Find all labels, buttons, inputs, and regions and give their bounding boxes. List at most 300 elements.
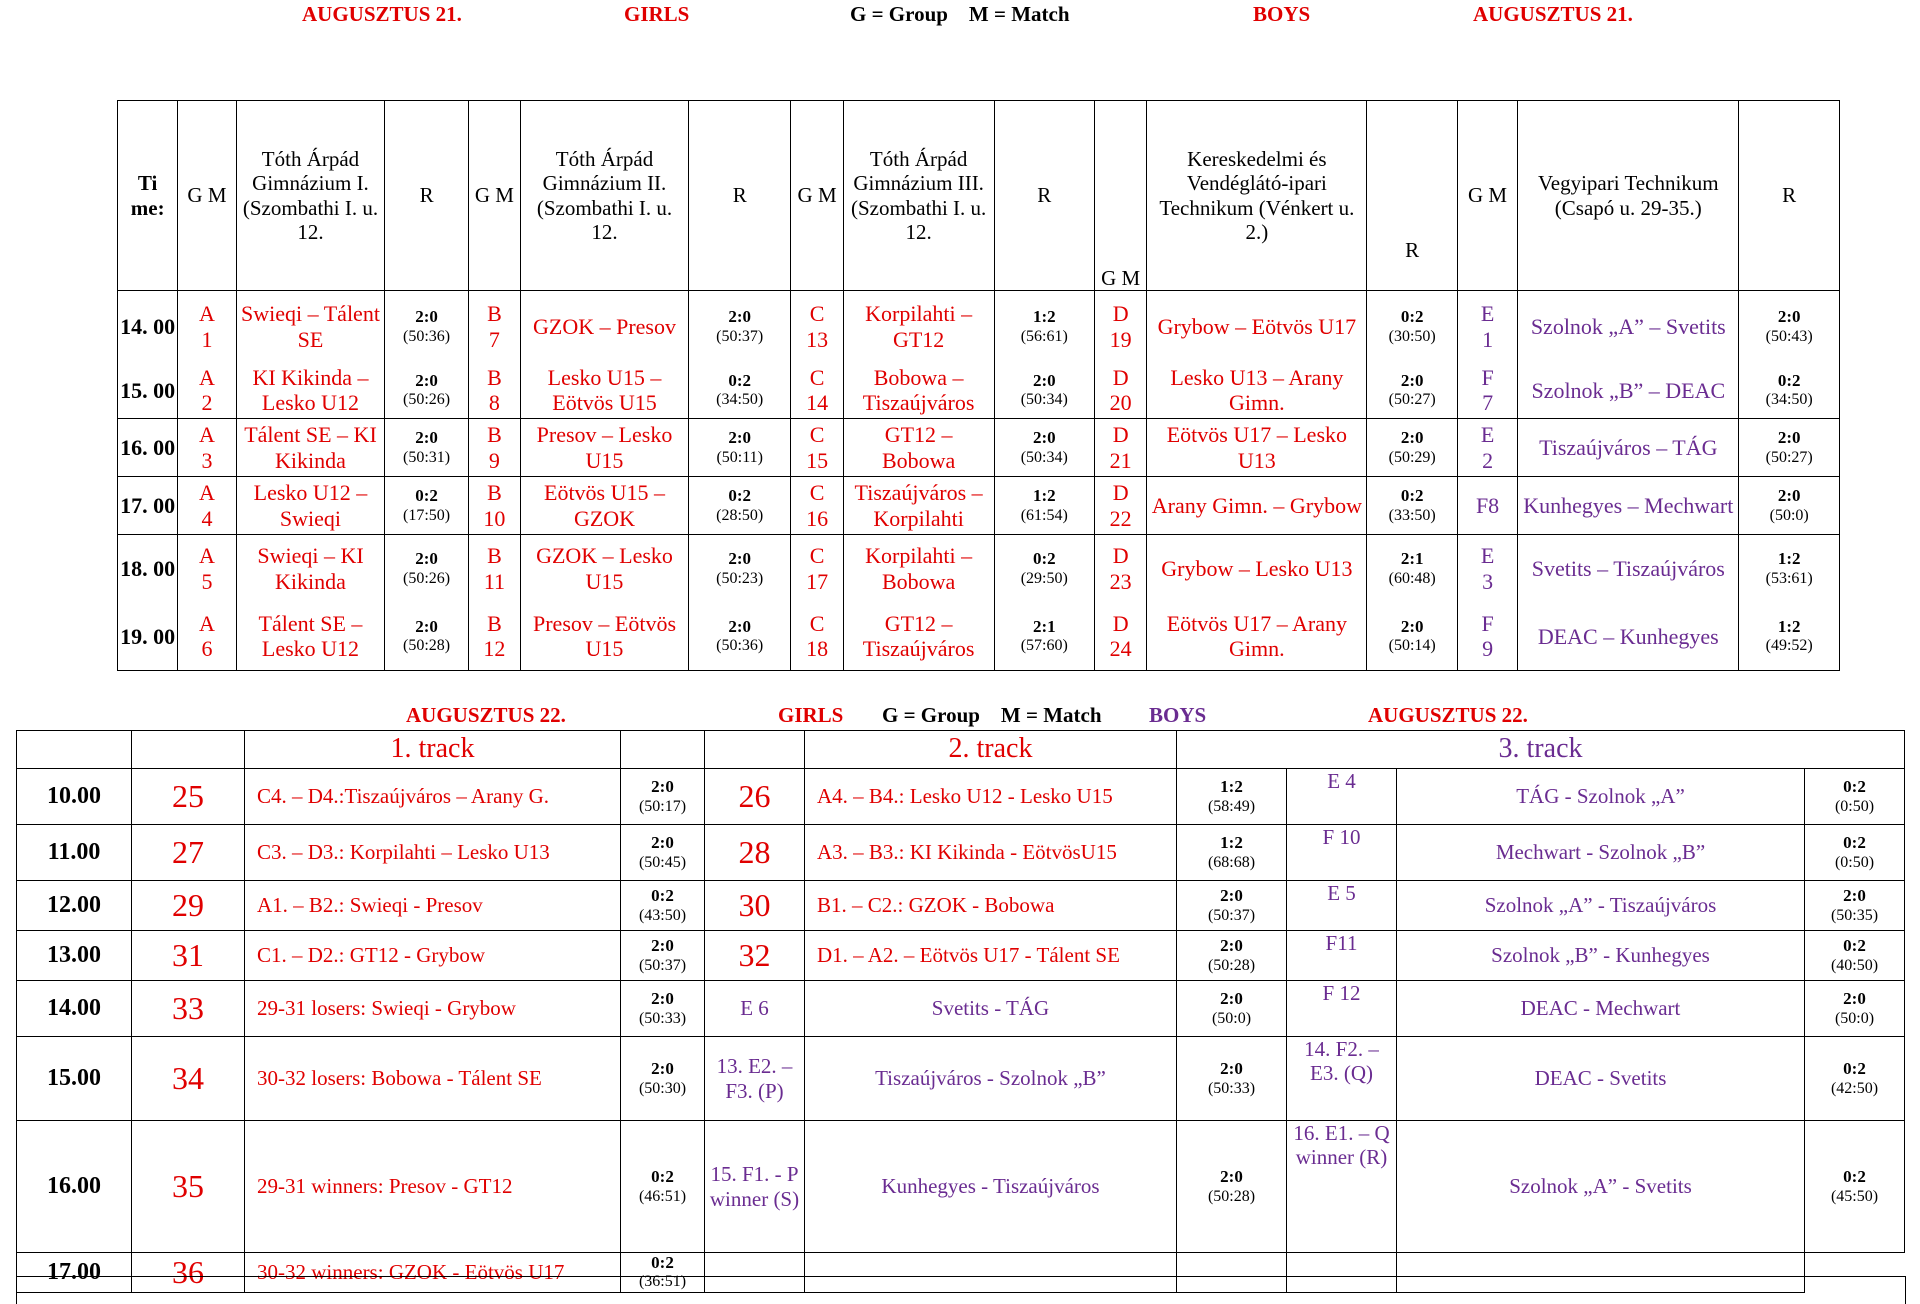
match-cell: Eötvös U17 – Arany Gimn.: [1147, 603, 1367, 671]
group-match-cell: [791, 419, 843, 477]
day1-row: [118, 419, 1840, 477]
time-cell: 16. 00: [118, 419, 178, 477]
match-cell: Eötvös U17 – Lesko U13: [1147, 419, 1367, 477]
match-cell: Eötvös U15 – GZOK: [521, 477, 689, 535]
group-match-cell: [1457, 535, 1517, 603]
result-cell: [385, 535, 468, 603]
result-score: 2:0: [1220, 936, 1243, 956]
result-score: 1:2: [1220, 777, 1243, 797]
group-match-cell: 13. E2. – F3. (P): [705, 1037, 805, 1121]
group-match-cell: [178, 291, 236, 363]
match-number: 7: [488, 326, 500, 352]
r-header: R: [385, 101, 468, 291]
track2-result-cell: [1177, 1121, 1287, 1253]
group-letter: B: [487, 610, 502, 636]
group-match-cell: [468, 477, 520, 535]
match-number: 19: [1109, 326, 1132, 352]
match-number-cell: 30: [705, 881, 805, 931]
venue2-header: Tóth Árpád Gimnázium II. (Szombathi I. u. 12.: [521, 101, 689, 291]
result-score: 1:2: [1777, 549, 1801, 569]
group-match-cell: E 4: [1287, 769, 1397, 825]
group-letter: D: [1112, 610, 1129, 636]
group-letter: A: [199, 364, 215, 390]
time-cell: 17.00: [17, 1253, 132, 1293]
match-number: 13: [806, 326, 829, 352]
match-number-cell: 36: [132, 1253, 245, 1293]
time-cell: 17. 00: [118, 477, 178, 535]
result-score: 0:2: [651, 1167, 674, 1187]
match-cell: Tiszaújváros – Korpilahti: [843, 477, 994, 535]
match-number-cell: 29: [132, 881, 245, 931]
group-letter: B: [487, 422, 502, 448]
group-letter: F8: [1475, 492, 1500, 518]
track3-result-cell: [1805, 1121, 1905, 1253]
result-points: (40:50): [1830, 956, 1879, 974]
result-points: (46:51): [638, 1187, 687, 1205]
group-match-cell: [1095, 363, 1147, 419]
result-points: (50:28): [1207, 956, 1256, 974]
track1-header: 1. track: [245, 731, 621, 769]
group-match-cell: [1095, 535, 1147, 603]
day1-body: [118, 291, 1840, 671]
result-points: (50:28): [403, 637, 451, 655]
match-number: 2: [1482, 447, 1494, 473]
result-cell: [994, 603, 1095, 671]
result-score: 2:0: [1777, 428, 1801, 448]
track1-result-cell: [621, 769, 705, 825]
match-cell: Szolnok „A” – Svetits: [1518, 291, 1739, 363]
day2-row: [17, 769, 1905, 825]
result-points: (50:37): [716, 327, 764, 345]
result-cell: [1367, 535, 1457, 603]
track3-result-cell: [1805, 825, 1905, 881]
group-letter: D: [1112, 364, 1129, 390]
result-score: 0:2: [1032, 549, 1056, 569]
match-cell: Grybow – Lesko U13: [1147, 535, 1367, 603]
gm-header: G M: [1095, 101, 1147, 291]
result-points: (17:50): [403, 506, 451, 524]
result-points: (34:50): [716, 391, 764, 409]
match-number-cell: 26: [705, 769, 805, 825]
match-number: 8: [488, 390, 500, 416]
day1-date-left: AUGUSZTUS 21.: [302, 2, 462, 26]
result-score: 2:0: [1400, 428, 1424, 448]
result-cell: [1367, 363, 1457, 419]
result-cell: [1367, 291, 1457, 363]
track3-match-cell: DEAC - Mechwart: [1397, 981, 1805, 1037]
group-match-cell: [1457, 363, 1517, 419]
match-cell: Presov – Lesko U15: [521, 419, 689, 477]
result-points: (50:29): [1388, 448, 1436, 466]
result-points: (50:17): [638, 797, 687, 815]
day2-row: [17, 931, 1905, 981]
group-letter: D: [1112, 422, 1129, 448]
group-letter: F: [1481, 610, 1494, 636]
day2-date-right: AUGUSZTUS 22.: [1368, 703, 1528, 727]
result-points: (58:49): [1207, 797, 1256, 815]
group-match-cell: [1095, 477, 1147, 535]
match-number: 15: [806, 447, 829, 473]
result-points: (50:33): [638, 1009, 687, 1027]
track1-match-cell: 29-31 winners: Presov - GT12: [245, 1121, 621, 1253]
match-number: 10: [483, 505, 506, 531]
match-cell: GZOK – Lesko U15: [521, 535, 689, 603]
result-points: (50:34): [1020, 391, 1068, 409]
match-cell: Lesko U13 – Arany Gimn.: [1147, 363, 1367, 419]
group-match-cell: [791, 535, 843, 603]
group-letter: A: [199, 422, 215, 448]
result-cell: [385, 363, 468, 419]
track1-match-cell: 29-31 losers: Swieqi - Grybow: [245, 981, 621, 1037]
result-points: (60:48): [1388, 569, 1436, 587]
group-match-cell: [178, 535, 236, 603]
group-match-cell: [1095, 603, 1147, 671]
day1-girls-label: GIRLS: [624, 2, 690, 26]
result-score: 2:0: [1777, 307, 1801, 327]
match-number: 3: [1482, 568, 1494, 594]
track2-result-cell: [1177, 1037, 1287, 1121]
group-match-cell: [791, 477, 843, 535]
r-header: R: [994, 101, 1095, 291]
group-match-cell: [1095, 291, 1147, 363]
match-number: 2: [201, 390, 213, 416]
day2-legend: G = Group M = Match: [882, 703, 1102, 727]
result-cell: [994, 291, 1095, 363]
time-cell: 18. 00: [118, 535, 178, 603]
track1-result-cell: [621, 825, 705, 881]
result-points: (50:23): [716, 569, 764, 587]
group-letter: D: [1112, 543, 1129, 569]
match-cell: Arany Gimn. – Grybow: [1147, 477, 1367, 535]
result-cell: [994, 535, 1095, 603]
result-points: (61:54): [1020, 506, 1068, 524]
match-number: 18: [806, 636, 829, 662]
day1-boys-label: BOYS: [1253, 2, 1311, 26]
day1-row: [118, 477, 1840, 535]
result-score: 1:2: [1777, 616, 1801, 636]
group-letter: C: [809, 422, 825, 448]
match-number-cell: 31: [132, 931, 245, 981]
match-cell: Bobowa – Tiszaújváros: [843, 363, 994, 419]
match-number-cell: 32: [705, 931, 805, 981]
result-points: (49:52): [1765, 637, 1813, 655]
group-letter: E: [1480, 301, 1495, 327]
track2-match-cell: A3. – B3.: KI Kikinda - EötvösU15: [805, 825, 1177, 881]
result-points: (34:50): [1765, 391, 1813, 409]
r-header: R: [1367, 101, 1457, 291]
track2-result-cell: [1177, 881, 1287, 931]
match-cell: GT12 – Tiszaújváros: [843, 603, 994, 671]
time-cell: 15.00: [17, 1037, 132, 1121]
group-match-cell: 16. E1. – Q winner (R): [1287, 1121, 1397, 1253]
group-match-cell: 14. F2. – E3. (Q): [1287, 1037, 1397, 1121]
time-cell: 16.00: [17, 1121, 132, 1253]
match-cell: Kunhegyes – Mechwart: [1518, 477, 1739, 535]
result-score: 2:0: [651, 777, 674, 797]
group-letter: C: [809, 480, 825, 506]
group-match-cell: [468, 419, 520, 477]
day2-schedule-table: [16, 730, 1905, 1293]
result-points: (30:50): [1388, 327, 1436, 345]
track2-result-cell: [1177, 825, 1287, 881]
track3-header: 3. track: [1177, 731, 1905, 769]
result-score: 2:0: [728, 307, 752, 327]
result-cell: [1739, 535, 1840, 603]
result-score: 0:2: [728, 486, 752, 506]
match-number-cell: 33: [132, 981, 245, 1037]
result-points: (50:31): [403, 448, 451, 466]
day2-row: [17, 881, 1905, 931]
track1-match-cell: 30-32 losers: Bobowa - Tálent SE: [245, 1037, 621, 1121]
group-letter: A: [199, 543, 215, 569]
result-score: 0:2: [651, 1253, 674, 1272]
group-match-cell: [791, 603, 843, 671]
match-number: 7: [1482, 390, 1494, 416]
venue3-header: Tóth Árpád Gimnázium III. (Szombathi I. u. 12.: [843, 101, 994, 291]
track3-match-cell: Szolnok „B” - Kunhegyes: [1397, 931, 1805, 981]
day2-row: [17, 825, 1905, 881]
result-cell: [1367, 419, 1457, 477]
day1-schedule-table: [117, 100, 1840, 671]
track1-result-cell: [621, 1121, 705, 1253]
match-cell: DEAC – Kunhegyes: [1518, 603, 1739, 671]
group-letter: E: [1480, 422, 1495, 448]
track3-result-cell: [1805, 1037, 1905, 1121]
result-score: 0:2: [1843, 833, 1866, 853]
time-cell: 13.00: [17, 931, 132, 981]
venue5-header: Vegyipari Technikum (Csapó u. 29-35.): [1518, 101, 1739, 291]
group-match-cell: F11: [1287, 931, 1397, 981]
day2-body: [17, 769, 1905, 1293]
match-number: 9: [1482, 636, 1494, 662]
group-match-cell: F 10: [1287, 825, 1397, 881]
match-cell: Lesko U15 – Eötvös U15: [521, 363, 689, 419]
r-header: R: [1739, 101, 1840, 291]
day1-legend: G = Group M = Match: [850, 2, 1070, 26]
day1-date-right: AUGUSZTUS 21.: [1473, 2, 1633, 26]
track1-result-cell: [621, 1037, 705, 1121]
match-cell: Szolnok „B” – DEAC: [1518, 363, 1739, 419]
result-points: (53:61): [1765, 569, 1813, 587]
result-points: (33:50): [1388, 506, 1436, 524]
result-cell: [994, 363, 1095, 419]
result-score: 2:0: [415, 549, 438, 569]
venue1-header: Tóth Árpád Gimnázium I. (Szombathi I. u. 12.: [236, 101, 385, 291]
time-cell: 14.00: [17, 981, 132, 1037]
result-points: (50:0): [1769, 506, 1809, 524]
match-number: 14: [806, 390, 829, 416]
track1-match-cell: C1. – D2.: GT12 - Grybow: [245, 931, 621, 981]
day2-date-left: AUGUSZTUS 22.: [406, 703, 566, 727]
result-points: (50:14): [1388, 637, 1436, 655]
result-cell: [688, 363, 791, 419]
group-letter: E: [1480, 543, 1495, 569]
group-match-cell: E 5: [1287, 881, 1397, 931]
result-score: 0:2: [1843, 1059, 1866, 1079]
day1-row: [118, 363, 1840, 419]
result-points: (50:26): [403, 391, 451, 409]
venue4-header: Kereskedelmi és Vendéglátó-ipari Technikum (Vénkert u. 2.): [1147, 101, 1367, 291]
track1-match-cell: C3. – D3.: Korpilahti – Lesko U13: [245, 825, 621, 881]
match-cell: GZOK – Presov: [521, 291, 689, 363]
group-match-cell: E 6: [705, 981, 805, 1037]
match-cell: Presov – Eötvös U15: [521, 603, 689, 671]
result-score: 2:0: [1220, 886, 1243, 906]
result-score: 0:2: [1777, 370, 1801, 390]
result-score: 2:0: [1032, 370, 1056, 390]
track-header-empty: [705, 731, 805, 769]
result-points: (50:37): [1207, 906, 1256, 924]
result-cell: [688, 535, 791, 603]
group-match-cell: [1457, 419, 1517, 477]
match-number: 20: [1109, 390, 1132, 416]
match-number: 12: [483, 636, 506, 662]
track1-result-cell: [621, 981, 705, 1037]
result-cell: [688, 603, 791, 671]
result-cell: [1367, 477, 1457, 535]
track2-result-cell: [1177, 931, 1287, 981]
match-cell: GT12 – Bobowa: [843, 419, 994, 477]
track2-match-cell: A4. – B4.: Lesko U12 - Lesko U15: [805, 769, 1177, 825]
track2-match-cell: B1. – C2.: GZOK - Bobowa: [805, 881, 1177, 931]
track3-result-cell: [1805, 981, 1905, 1037]
result-points: (50:11): [716, 448, 763, 466]
result-points: (29:50): [1020, 569, 1068, 587]
match-cell: Swieqi – Tálent SE: [236, 291, 385, 363]
result-points: (56:61): [1020, 327, 1068, 345]
match-number: 24: [1109, 636, 1132, 662]
day2-girls-label: GIRLS: [778, 703, 844, 727]
group-match-cell: [1095, 419, 1147, 477]
result-score: 2:0: [651, 936, 674, 956]
result-cell: [1739, 363, 1840, 419]
match-cell: Tálent SE – Lesko U12: [236, 603, 385, 671]
group-match-cell: [178, 419, 236, 477]
match-number: 1: [1482, 326, 1494, 352]
match-number: 4: [201, 505, 213, 531]
track3-match-cell: TÁG - Szolnok „A”: [1397, 769, 1805, 825]
result-cell: [385, 477, 468, 535]
result-points: (50:43): [1765, 327, 1813, 345]
group-match-cell: [178, 477, 236, 535]
group-letter: B: [487, 301, 502, 327]
track3-match-cell: Szolnok „A” - Tiszaújváros: [1397, 881, 1805, 931]
result-points: (50:27): [1388, 391, 1436, 409]
result-points: (50:37): [638, 956, 687, 974]
track3-result-cell: [1805, 931, 1905, 981]
result-score: 2:0: [415, 307, 438, 327]
result-score: 2:0: [1220, 989, 1243, 1009]
group-letter: D: [1112, 301, 1129, 327]
result-score: 0:2: [1400, 307, 1424, 327]
track2-result-cell: [1177, 981, 1287, 1037]
match-number-cell: 28: [705, 825, 805, 881]
group-letter: C: [809, 364, 825, 390]
result-cell: [994, 477, 1095, 535]
result-score: 2:0: [1400, 370, 1424, 390]
match-number: 1: [201, 326, 213, 352]
match-cell: KI Kikinda – Lesko U12: [236, 363, 385, 419]
result-cell: [385, 291, 468, 363]
group-letter: B: [487, 364, 502, 390]
track1-result-cell: [621, 931, 705, 981]
day2-row: [17, 1121, 1905, 1253]
group-letter: A: [199, 480, 215, 506]
result-points: (50:36): [716, 637, 764, 655]
match-number-cell: 35: [132, 1121, 245, 1253]
result-score: 2:0: [415, 428, 438, 448]
result-score: 2:1: [1032, 616, 1056, 636]
result-score: 2:0: [415, 370, 438, 390]
group-match-cell: [468, 535, 520, 603]
time-cell: 19. 00: [118, 603, 178, 671]
day1-row: [118, 535, 1840, 603]
group-match-cell: [178, 603, 236, 671]
result-cell: [385, 419, 468, 477]
result-score: 2:0: [1400, 616, 1424, 636]
result-score: 0:2: [1843, 1167, 1866, 1187]
result-points: (42:50): [1830, 1079, 1879, 1097]
result-score: 2:0: [728, 549, 752, 569]
result-score: 2:0: [1032, 428, 1056, 448]
result-points: (50:27): [1765, 448, 1813, 466]
result-points: (57:60): [1020, 637, 1068, 655]
result-points: (36:51): [638, 1273, 687, 1291]
track1-match-cell: 30-32 winners: GZOK - Eötvös U17: [245, 1253, 621, 1293]
result-cell: [1739, 477, 1840, 535]
match-cell: Lesko U12 – Swieqi: [236, 477, 385, 535]
result-score: 2:1: [1400, 549, 1424, 569]
group-match-cell: [791, 363, 843, 419]
result-points: (0:50): [1834, 797, 1875, 815]
track-header-empty: [132, 731, 245, 769]
match-number: 9: [488, 447, 500, 473]
group-letter: C: [809, 301, 825, 327]
group-match-cell: F 12: [1287, 981, 1397, 1037]
result-points: (68:68): [1207, 853, 1256, 871]
result-score: 2:0: [728, 428, 752, 448]
group-match-cell: [468, 363, 520, 419]
track-header-empty: [17, 731, 132, 769]
match-cell: Korpilahti – Bobowa: [843, 535, 994, 603]
result-cell: [1367, 603, 1457, 671]
match-cell: Svetits – Tiszaújváros: [1518, 535, 1739, 603]
result-cell: [688, 419, 791, 477]
header-row: [118, 101, 1840, 291]
match-number: 17: [806, 568, 829, 594]
result-score: 1:2: [1220, 833, 1243, 853]
group-match-cell: [1457, 603, 1517, 671]
group-letter: B: [487, 543, 502, 569]
result-score: 2:0: [1220, 1167, 1243, 1187]
group-match-cell: 15. F1. - P winner (S): [705, 1121, 805, 1253]
group-letter: D: [1112, 480, 1129, 506]
result-score: 2:0: [1777, 486, 1801, 506]
match-cell: Grybow – Eötvös U17: [1147, 291, 1367, 363]
result-score: 0:2: [1843, 777, 1866, 797]
result-points: (50:30): [638, 1079, 687, 1097]
day2-boys-label: BOYS: [1149, 703, 1207, 727]
track3-match-cell: Mechwart - Szolnok „B”: [1397, 825, 1805, 881]
group-letter: A: [199, 610, 215, 636]
track-header-row: [17, 731, 1905, 769]
match-number: 22: [1109, 505, 1132, 531]
match-number: 21: [1109, 447, 1132, 473]
track2-match-cell: D1. – A2. – Eötvös U17 - Tálent SE: [805, 931, 1177, 981]
track3-match-cell: Szolnok „A” - Svetits: [1397, 1121, 1805, 1253]
track2-match-cell: Tiszaújváros - Szolnok „B”: [805, 1037, 1177, 1121]
time-cell: 11.00: [17, 825, 132, 881]
